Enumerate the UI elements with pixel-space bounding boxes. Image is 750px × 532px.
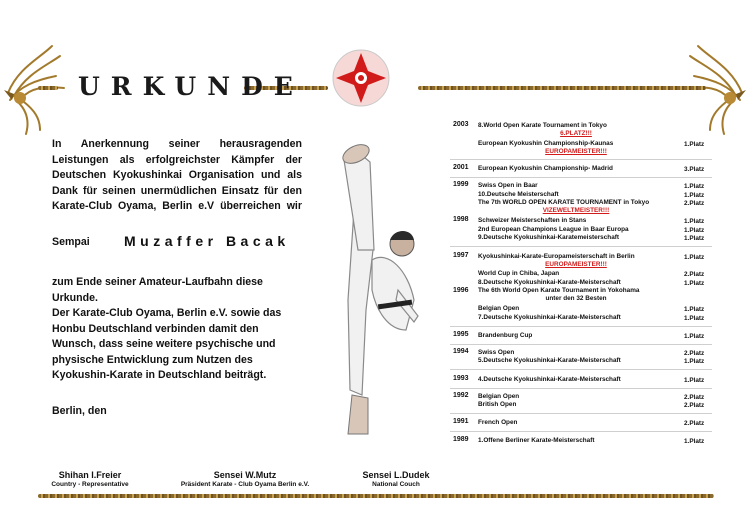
row-separator (450, 344, 712, 345)
achievement-event: The 6th World Open Karate Tournament in Yokohama (478, 287, 640, 294)
signature-dudek (350, 470, 442, 488)
wish-paragraph: Der Karate-Club Oyama, Berlin e.V. sowie das Honbu Deutschland verbinden damit den Wunsch, dass seine weitere psychische und physische Entwicklung zum Nutzen des Kyokushin-Karate in Deutschland beiträgt. (52, 307, 282, 381)
achievement-year: 1992 (453, 392, 469, 399)
left-phoenix-ornament (0, 38, 70, 138)
achievement-year: 2003 (453, 121, 469, 128)
achievement-place: 1.Platz (684, 192, 705, 199)
achievement-event: 4.Deutsche Kyokushinkai-Karate-Meisterschaft (478, 376, 621, 383)
achievement-event: 10.Deutsche Meisterschaft (478, 191, 559, 198)
row-separator (450, 246, 712, 247)
achievement-highlight: EUROPAMEISTER!!! (545, 261, 607, 268)
achievement-place: 2.Platz (684, 271, 705, 278)
achievement-event: French Open (478, 419, 518, 426)
signature-role: National Couch (372, 481, 420, 488)
row-separator (450, 326, 712, 327)
achievement-year: 1996 (453, 287, 469, 294)
achievement-place: 1.Platz (684, 227, 705, 234)
achievement-place: 1.Platz (684, 358, 705, 365)
signature-freier (30, 470, 150, 488)
achievement-place: 1.Platz (684, 333, 705, 340)
signature-mutz (170, 470, 320, 488)
document-title: URKUNDE (78, 72, 304, 101)
achievement-place: 1.Platz (684, 377, 705, 384)
achievement-event: 5.Deutsche Kyokushinkai-Karate-Meisterschaft (478, 357, 621, 364)
dedication-paragraph: In Anerkennung seiner herausragenden Leistungen als erfolgreichster Kämpfer der Deutschen Kyokushinkai Organisation und als Dank für seinen unermüdlichen Einsatz für den Karate-Club Oyama, Berlin e.V überreichen wir (52, 138, 302, 212)
achievement-place: 2.Platz (684, 394, 705, 401)
achievement-event: The 7th WORLD OPEN KARATE TOURNAMENT in Tokyo (478, 199, 650, 206)
achievement-place: 1.Platz (684, 254, 705, 261)
achievement-event: Brandenburg Cup (478, 332, 533, 339)
signature-role: Country - Representative (51, 481, 129, 488)
row-separator (450, 177, 712, 178)
achievement-year: 1998 (453, 216, 469, 223)
achievement-place: 1.Platz (684, 183, 705, 190)
signature-name: Sensei L.Dudek (362, 470, 430, 480)
row-separator (450, 369, 712, 370)
achievement-year: 2001 (453, 164, 469, 171)
achievement-event: 2nd European Champions League in Baar Europa (478, 226, 629, 233)
achievement-year: 1989 (453, 436, 469, 443)
achievement-highlight: EUROPAMEISTER!!! (545, 148, 607, 155)
achievement-place: 1.Platz (684, 315, 705, 322)
achievement-year: 1991 (453, 418, 469, 425)
signature-role: Präsident Karate - Club Oyama Berlin e.V. (180, 481, 310, 488)
row-separator (450, 159, 712, 160)
row-separator (450, 431, 712, 432)
achievement-event: 7.Deutsche Kyokushinkai-Karate-Meisterschaft (478, 314, 621, 321)
achievement-place: 1.Platz (684, 141, 705, 148)
sempai-label: Sempai (52, 236, 90, 248)
achievement-event: European Kyokushin Championship- Madrid (478, 165, 613, 172)
achievement-event: 8.Deutsche Kyokushinkai-Karate-Meisterschaft (478, 279, 621, 286)
row-separator (450, 413, 712, 414)
recipient-name: Muzaffer Bacak (124, 233, 290, 249)
achievement-highlight: 6.PLATZ!!! (560, 130, 592, 137)
achievement-year: 1994 (453, 348, 469, 355)
row-separator (450, 388, 712, 389)
achievement-place: 1.Platz (684, 280, 705, 287)
rope-divider-top-left (38, 86, 58, 90)
achievement-place: 1.Platz (684, 235, 705, 242)
achievement-year: 1997 (453, 252, 469, 259)
achievement-event: Schweizer Meisterschaften in Stans (478, 217, 587, 224)
place-date-line: Berlin, den (52, 405, 107, 417)
farewell-paragraph: zum Ende seiner Amateur-Laufbahn diese Urkunde. (52, 276, 263, 304)
achievement-place: 2.Platz (684, 420, 705, 427)
achievement-event: Swiss Open in Baar (478, 182, 538, 189)
achievement-event: Kyokushinkai-Karate-Europameisterschaft in Berlin (478, 253, 635, 260)
rope-divider-bottom (38, 494, 714, 498)
achievement-year: 1995 (453, 331, 469, 338)
signature-name: Shihan I.Freier (58, 470, 122, 480)
achievement-event: unter den 32 Besten (545, 295, 607, 302)
karate-high-kick-photo (318, 140, 422, 438)
achievement-place: 3.Platz (684, 166, 705, 173)
achievement-year: 1999 (453, 181, 469, 188)
achievement-highlight: VIZEWELTMEISTER!!! (542, 207, 610, 214)
kanku-emblem-icon (330, 47, 392, 109)
achievement-event: British Open (478, 401, 517, 408)
achievement-event: 1.Offene Berliner Karate-Meisterschaft (478, 437, 595, 444)
achievement-place: 1.Platz (684, 218, 705, 225)
achievement-year: 1993 (453, 375, 469, 382)
achievement-place: 1.Platz (684, 306, 705, 313)
achievement-event: 9.Deutsche Kyokushinkai-Karatemeisterschaft (478, 234, 620, 241)
achievement-place: 2.Platz (684, 402, 705, 409)
rope-divider-top-right (418, 86, 706, 90)
achievement-event: Belgian Open (478, 393, 520, 400)
achievement-event: 8.World Open Karate Tournament in Tokyo (478, 122, 607, 129)
achievement-event: Belgian Open (478, 305, 520, 312)
achievement-event: Swiss Open (478, 349, 515, 356)
achievement-place: 1.Platz (684, 438, 705, 445)
achievement-place: 2.Platz (684, 350, 705, 357)
achievement-place: 2.Platz (684, 200, 705, 207)
signature-name: Sensei W.Mutz (213, 470, 277, 480)
achievement-event: World Cup in Chiba, Japan (478, 270, 560, 277)
achievement-event: European Kyokushin Championship-Kaunas (478, 140, 614, 147)
